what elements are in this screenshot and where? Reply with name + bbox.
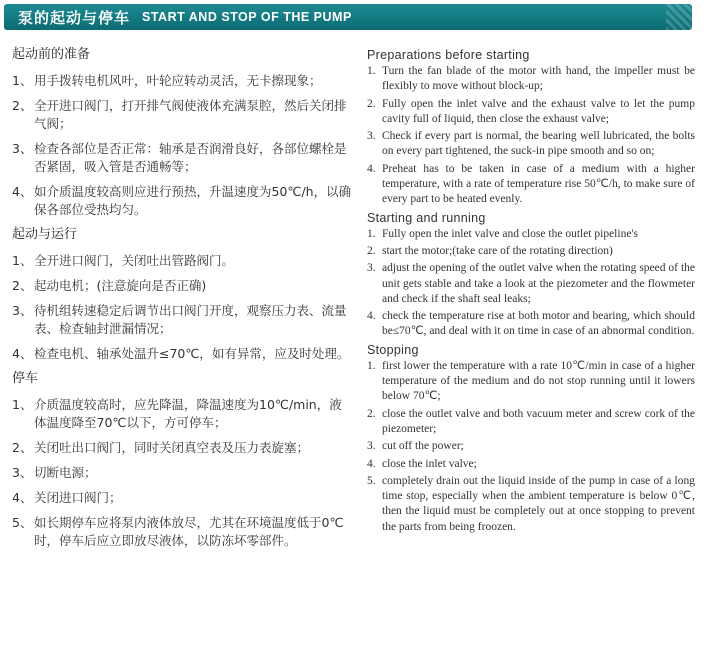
list-item [367,261,695,307]
item-text: close the inlet valve; [382,457,477,470]
item-text: 待机组转速稳定后调节出口阀门开度，观察压力表、流量表、检查轴封泄漏情况； [34,303,347,336]
list-item [367,457,695,472]
item-text: 切断电源； [34,465,97,480]
cn-section-preparation [12,46,352,219]
list-item [367,359,695,405]
item-number: 1. [367,227,376,240]
list-item [12,345,352,363]
list-item [12,514,352,550]
header-decoration [666,4,692,30]
english-column [367,47,695,537]
list-item [12,97,352,133]
item-text: 用手拨转电机风叶，叶轮应转动灵活，无卡擦现象； [34,73,322,88]
item-number: 1. [367,65,376,77]
en-section-preparation [367,47,695,208]
list-item [12,302,352,338]
item-number: 5. [367,474,376,487]
cn-section-stopping [12,370,352,550]
item-number: 3、 [12,465,33,480]
list-item [367,474,695,535]
item-number: 2. [367,407,376,420]
list-item [12,464,352,482]
section-title: Starting and running [367,210,486,225]
item-number: 3. [367,440,376,453]
list-item [12,396,352,432]
list-item [12,183,352,219]
item-text: cut off the power; [382,440,464,453]
item-text: Check if every part is normal, the bearing well lubricated, the bolts on every part tightened, the suck-in pipe smooth and so on; [382,130,695,158]
chinese-column [12,46,352,557]
list-item [12,72,352,90]
item-text: 检查各部位是否正常：轴承是否润滑良好，各部位螺栓是否紧固，吸入管是否通畅等； [34,141,347,174]
item-text: first lower the temperature with a rate 10℃/min in case of a higher temperature of the medium and do not stop running until it lowers below 70℃; [382,359,695,403]
item-number: 1、 [12,73,33,88]
item-text: 全开进口阀门，关闭吐出管路阀门。 [34,253,235,268]
section-title: 停车 [12,371,39,386]
title-english: START AND STOP OF THE PUMP [142,10,352,24]
title-chinese: 泵的起动与停车 [18,8,131,27]
item-number: 2. [367,244,376,257]
item-text: 关闭吐出口阀门，同时关闭真空表及压力表旋塞； [34,440,310,455]
item-text: completely drain out the liquid inside of the pump in case of a long time stop, especially when the ambient temperature is below 0℃, then the liquid must be completely out at once stopping to prevent the parts from being froozen. [382,474,695,533]
cn-section-running [12,226,352,363]
page-header [4,4,692,30]
list-item [367,162,695,208]
item-text: start the motor;(take care of the rotating direction) [382,244,613,257]
list-item [367,129,695,160]
en-section-running [367,210,695,340]
item-text: Preheat has to be taken in case of a medium with a higher temperature, with a rate of temperature rise 50℃/h, to make sure of every part to be heated evenly. [382,162,695,206]
item-text: Fully open the inlet valve and the exhaust valve to let the pump cavity full of liquid, then close the exhaust valve; [382,97,695,125]
section-title: 起动前的准备 [12,47,91,62]
list-item [367,244,695,259]
item-number: 3. [367,130,376,143]
list-item [12,140,352,176]
list-item [12,489,352,507]
item-text: close the outlet valve and both vacuum meter and screw cork of the piezometer; [382,407,695,435]
list-item [367,97,695,128]
item-number: 4. [367,310,376,323]
section-title: 起动与运行 [12,227,78,242]
item-text: 介质温度较高时，应先降温，降温速度为10℃/min，液体温度降至70℃以下，方可停车； [34,397,342,430]
item-text: 检查电机、轴承处温升≤70℃，如有异常，应及时处理。 [34,346,350,361]
section-title: Preparations before starting [367,48,530,62]
list-item [367,227,695,242]
item-number: 3、 [12,303,33,318]
item-text: 全开进口阀门，打开排气阀使液体充满泵腔，然后关闭排气阀； [34,98,347,131]
en-section-stopping [367,342,695,535]
list-item [367,64,695,95]
item-text: 起动电机；(注意旋向是否正确) [34,278,207,293]
item-text: check the temperature rise at both motor and bearing, which should be≤70℃, and deal with it on time in case of an abnormal condition. [382,310,695,338]
item-number: 2、 [12,98,33,113]
item-number: 4、 [12,346,33,361]
item-number: 1、 [12,253,33,268]
item-number: 3、 [12,141,33,156]
list-item [12,252,352,270]
item-text: Turn the fan blade of the motor with hand, the impeller must be flexibly to move without block-up; [382,65,695,93]
list-item [12,277,352,295]
item-number: 2. [367,97,376,110]
item-number: 1. [367,359,376,372]
item-text: 如长期停车应将泵内液体放尽，尤其在环境温度低于0℃时，停车后应立即放尽液体，以防冻坏零部件。 [34,515,344,548]
item-number: 4. [367,162,376,175]
item-text: Fully open the inlet valve and close the outlet pipeline's [382,227,638,240]
list-item [12,439,352,457]
list-item [367,439,695,454]
item-number: 4. [367,457,376,470]
item-number: 2、 [12,440,33,455]
item-number: 3. [367,262,376,275]
item-text: adjust the opening of the outlet valve when the rotating speed of the unit gets stable and take a look at the piezometer and the flowmeter and check if the shaft seal leaks; [382,262,695,305]
item-number: 2、 [12,278,33,293]
list-item [367,309,695,340]
list-item [367,407,695,438]
item-text: 如介质温度较高则应进行预热，升温速度为50℃/h，以确保各部位受热均匀。 [34,184,352,217]
item-text: 关闭进口阀门； [34,490,122,505]
item-number: 4、 [12,184,33,199]
item-number: 1、 [12,397,33,412]
section-title: Stopping [367,342,419,357]
item-number: 4、 [12,490,33,505]
item-number: 5、 [12,515,33,530]
